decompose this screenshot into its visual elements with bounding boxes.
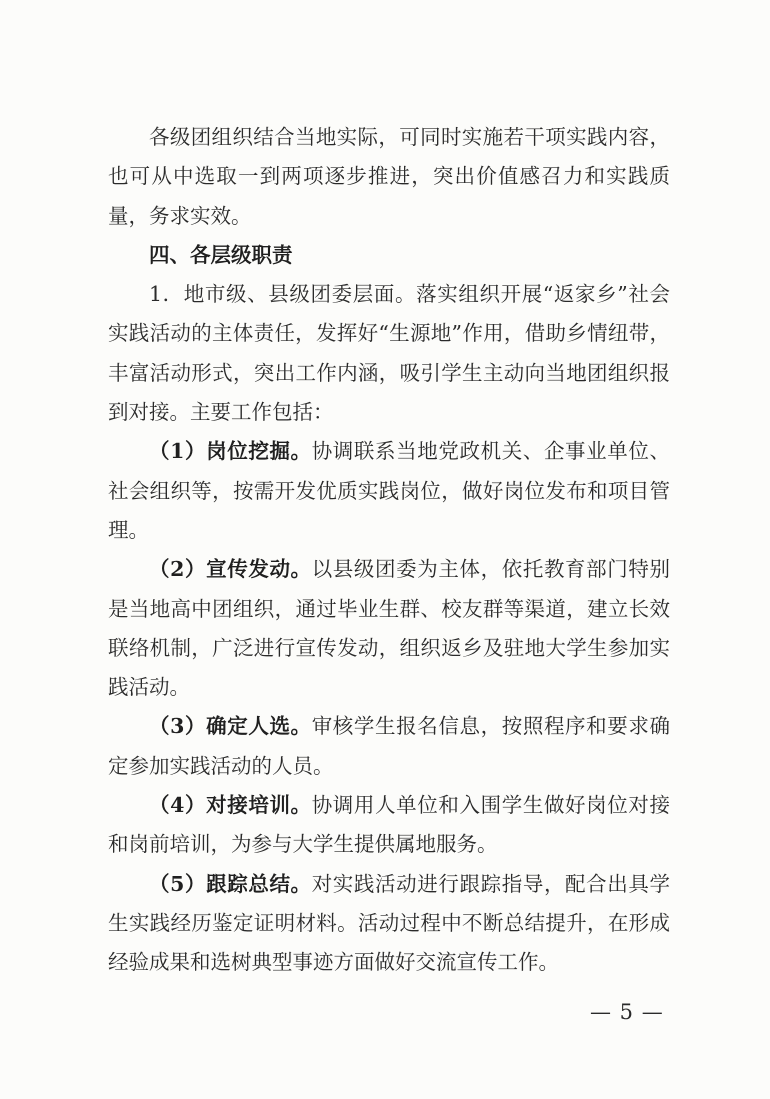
- paragraph-intro: 各级团组织结合当地实际，可同时实施若干项实践内容，也可从中选取一到两项逐步推进，突出价值感召力和实践质量，务求实效。: [108, 125, 670, 228]
- page-number: — 5 —: [590, 1000, 664, 1024]
- item-text: 审核学生报名信息，按照程序和要求确定参加实践活动的人员。: [108, 714, 671, 778]
- item-text: 对实践活动进行跟踪指导，配合出具学生实践经历鉴定证明材料。活动过程中不断总结提升，在形成经验成果和选树典型事迹方面做好交流宣传工作。: [108, 871, 671, 975]
- item-text: 以县级团委为主体，依托教育部门特别是当地高中团组织，通过毕业生群、校友群等渠道，建立长效联络机制，广泛进行宣传发动，组织返乡及驻地大学生参加实践活动。: [108, 557, 671, 700]
- list-item: [108, 550, 670, 707]
- item-title: （4）对接培训。: [149, 793, 312, 818]
- section-heading: 四、各层级职责: [149, 242, 293, 267]
- item-text: 协调用人单位和入围学生做好岗位对接和岗前培训，为参与大学生提供属地服务。: [108, 793, 671, 857]
- document-body: [108, 118, 670, 983]
- item-title: （1）岗位挖掘。: [149, 439, 312, 464]
- item-title: （3）确定人选。: [149, 714, 312, 739]
- list-item: [108, 432, 670, 550]
- item-title: （2）宣传发动。: [149, 557, 312, 582]
- paragraph-level-1: 1．地市级、县级团委层面。落实组织开展“返家乡”社会实践活动的主体责任，发挥好“生源地”作用，借助乡情纽带，丰富活动形式，突出工作内涵，吸引学生主动向当地团组织报到对接。主要工作包括：: [108, 282, 670, 425]
- list-item: [108, 865, 670, 983]
- item-title: （5）跟踪总结。: [149, 871, 312, 896]
- list-item: [108, 786, 670, 865]
- list-item: [108, 707, 670, 786]
- item-text: 协调联系当地党政机关、企事业单位、社会组织等，按需开发优质实践岗位，做好岗位发布和项目管理。: [108, 439, 671, 542]
